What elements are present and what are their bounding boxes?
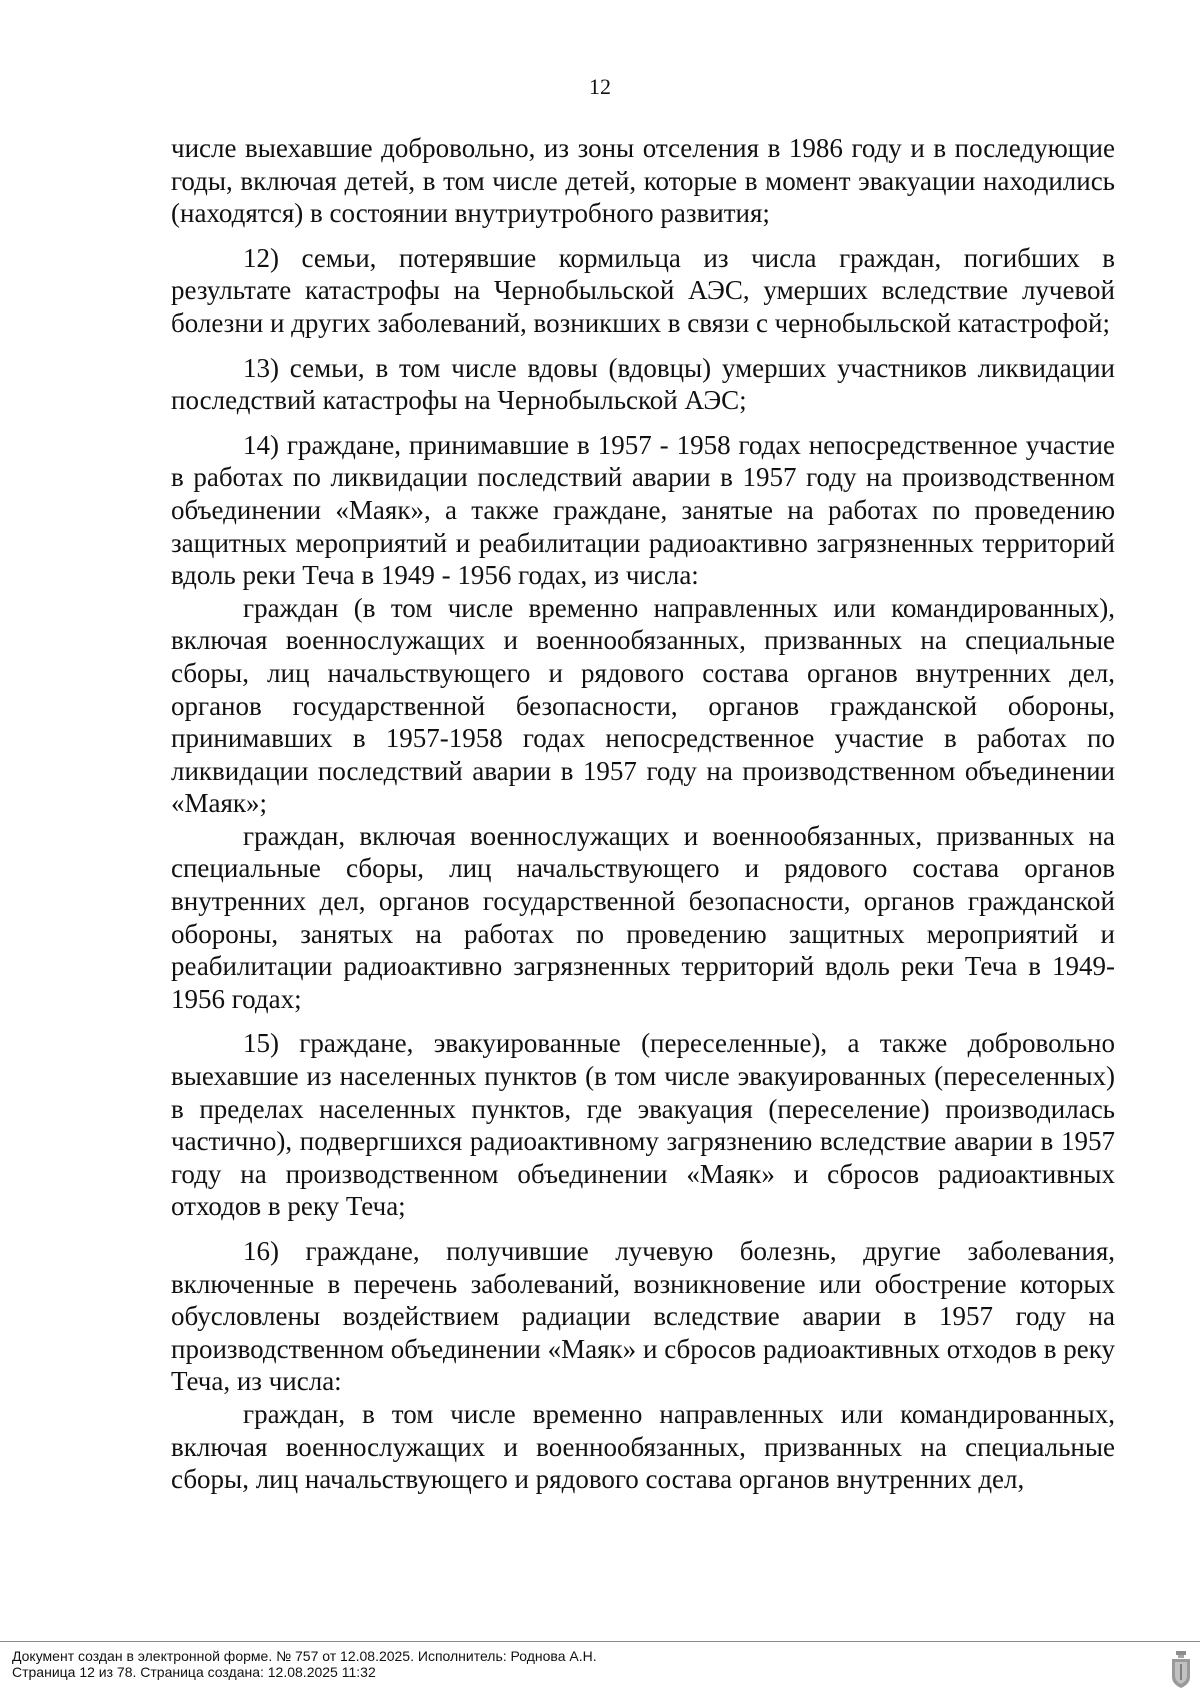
- paragraph-item-15: 15) граждане, эвакуированные (переселенные), а также добровольно выехавшие из населенных пунктов (в том числе эвакуированных (переселенных) в пределах населенных пунктов, где эвакуация (переселение) производилась частично), подвергшихся радиоактивному загрязнению вследствие аварии в 1957 году на производственном объединении «Маяк» и сбросов радиоактивных отходов в реку Теча;: [171, 1028, 1115, 1222]
- paragraph-item-16: 16) граждане, получившие лучевую болезнь, другие заболевания, включенные в перечень заболеваний, возникновение или обострение которых обусловлены воздействием радиации вследствие аварии в 1957 году на производственном объединении «Маяк» и сбросов радиоактивных отходов в реку Теча, из числа:: [171, 1236, 1115, 1397]
- paragraph-item-14-sub-1: граждан (в том числе временно направленных или командированных), включая военнослужащих и военнообязанных, призванных на специальные сборы, лиц начальствующего и рядового состава органов внутренних дел, органов государственной безопасности, органов гражданской обороны, принимавших в 1957-1958 годах непосредственное участие в работах по ликвидации последствий аварии в 1957 году на производственном объединении «Маяк»;: [171, 592, 1115, 819]
- footer-divider: [0, 1641, 1200, 1642]
- paragraph-item-16-sub-1: граждан, в том числе временно направленных или командированных, включая военнослужащих и военнообязанных, призванных на специальные сборы, лиц начальствующего и рядового состава органов внутренних дел,: [171, 1398, 1115, 1495]
- footer-page-info: Страница 12 из 78. Страница создана: 12.08.2025 11:32: [12, 1664, 376, 1680]
- footer-document-info: Документ создан в электронной форме. № 757 от 12.08.2025. Исполнитель: Роднова А.Н.: [12, 1648, 597, 1664]
- paragraph-item-13: 13) семьи, в том числе вдовы (вдовцы) умерших участников ликвидации последствий катастрофы на Чернобыльской АЭС;: [171, 352, 1115, 416]
- coat-of-arms-icon: [1170, 1651, 1192, 1689]
- paragraph-continuation: числе выехавшие добровольно, из зоны отселения в 1986 году и в последующие годы, включая детей, в том числе детей, которые в момент эвакуации находились (находятся) в состоянии внутриутробного развития;: [171, 133, 1115, 229]
- paragraph-item-14: 14) граждане, принимавшие в 1957 - 1958 годах непосредственное участие в работах по ликвидации последствий аварии в 1957 году на производственном объединении «Маяк», а также граждане, занятые на работах по проведению защитных мероприятий и реабилитации радиоактивно загрязненных территорий вдоль реки Теча в 1949 - 1956 годах, из числа:: [171, 429, 1115, 591]
- document-body: [171, 132, 1115, 1496]
- page-number: 12: [589, 74, 611, 99]
- document-footer: [12, 1648, 1112, 1680]
- paragraph-item-12: 12) семьи, потерявшие кормильца из числа граждан, погибших в результате катастрофы на Чернобыльской АЭС, умерших вследствие лучевой болезни и других заболеваний, возникших в связи с чернобыльской катастрофой;: [171, 242, 1115, 338]
- paragraph-item-14-sub-2: граждан, включая военнослужащих и военнообязанных, призванных на специальные сборы, лиц начальствующего и рядового состава органов внутренних дел, органов государственной безопасности, органов гражданской обороны, занятых на работах по проведению защитных мероприятий и реабилитации радиоактивно загрязненных территорий вдоль реки Теча в 1949-1956 годах;: [171, 820, 1115, 1014]
